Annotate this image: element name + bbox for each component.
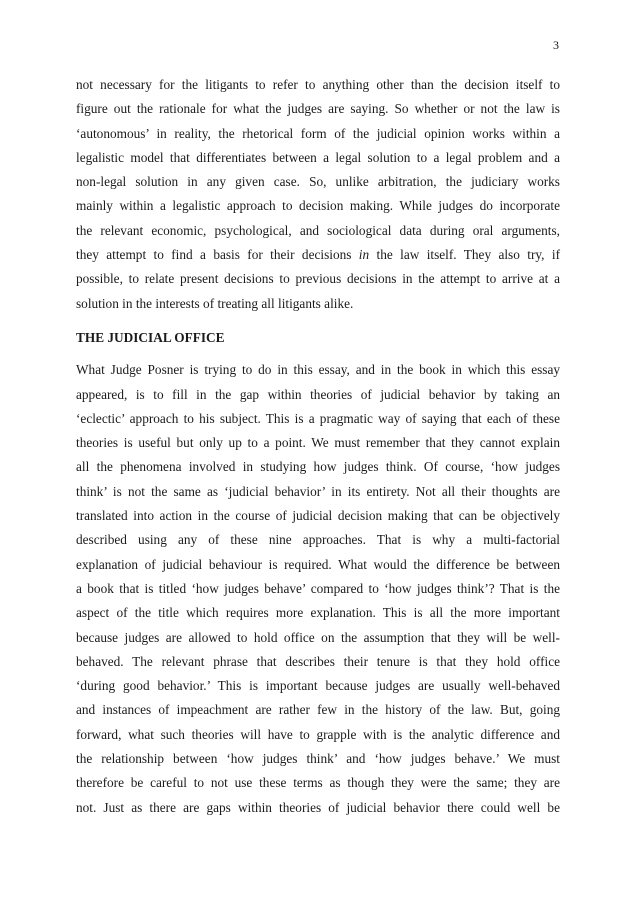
text-line: a book that is titled ‘how judges behave’ compared to ‘how judges think’? That is the [76, 580, 560, 596]
text-line: ‘during good behavior.’ This is important because judges are usually well-behaved [76, 678, 560, 694]
text-line: possible, to relate present decisions to previous decisions in the attempt to arrive at a [76, 271, 560, 287]
paragraph-intro [76, 73, 560, 316]
text-line: non-legal solution in any given case. So, unlike arbitration, the judiciary works [76, 174, 560, 190]
text-line: theories is useful but only up to a point. We must remember that they cannot explain [76, 435, 560, 451]
paragraph-judicial-office [76, 358, 560, 820]
text-segment: the law itself. They also try, if [369, 247, 560, 263]
page-number: 3 [553, 38, 559, 52]
text-line: ‘autonomous’ in reality, the rhetorical form of the judicial opinion works within a [76, 125, 560, 141]
text-segment: they attempt to find a basis for their decisions [76, 247, 359, 263]
section-heading: THE JUDICIAL OFFICE [76, 329, 225, 345]
text-line: not necessary for the litigants to refer to anything other than the decision itself to [76, 77, 560, 92]
text-line: because judges are allowed to hold office on the assumption that they will be well- [76, 629, 560, 645]
text-line: figure out the rationale for what the judges are saying. So whether or not the law is [76, 101, 560, 117]
text-line-with-italic [76, 243, 560, 267]
text-line: translated into action in the course of judicial decision making that can be objectively [76, 508, 560, 524]
text-line: all the phenomena involved in studying how judges think. Of course, ‘how judges [76, 459, 560, 475]
text-line: solution in the interests of treating all litigants alike. [76, 295, 354, 311]
text-line: mainly within a legalistic approach to decision making. While judges do incorporate [76, 198, 560, 214]
text-line: explanation of judicial behaviour is required. What would the difference be between [76, 556, 560, 572]
text-line: forward, what such theories will have to grapple with is the analytic difference and [76, 726, 560, 742]
text-line: behaved. The relevant phrase that describes their tenure is that they hold office [76, 653, 560, 669]
text-line: ‘eclectic’ approach to his subject. This is a pragmatic way of saying that each of these [76, 410, 560, 426]
text-line: think’ is not the same as ‘judicial behavior’ in its entirety. Not all their thoughts are [76, 483, 560, 499]
text-line: and instances of impeachment are rather few in the history of the law. But, going [76, 702, 560, 718]
text-line: described using any of these nine approaches. That is why a multi-factorial [76, 532, 560, 548]
text-line: the relevant economic, psychological, and sociological data during oral arguments, [76, 222, 560, 238]
text-line: not. Just as there are gaps within theories of judicial behavior there could well be [76, 799, 560, 815]
italic-word: in [358, 247, 370, 263]
text-line: appeared, is to fill in the gap within theories of judicial behavior by taking an [76, 386, 560, 402]
text-line: legalistic model that differentiates between a legal solution to a legal problem and a [76, 149, 560, 165]
text-line: aspect of the title which requires more explanation. This is all the more important [76, 605, 560, 621]
document-body [76, 73, 560, 820]
text-line: therefore be careful to not use these terms as though they were the same; they are [76, 775, 560, 791]
text-line: the relationship between ‘how judges think’ and ‘how judges behave.’ We must [76, 751, 560, 767]
text-line: What Judge Posner is trying to do in this essay, and in the book in which this essay [76, 362, 560, 378]
